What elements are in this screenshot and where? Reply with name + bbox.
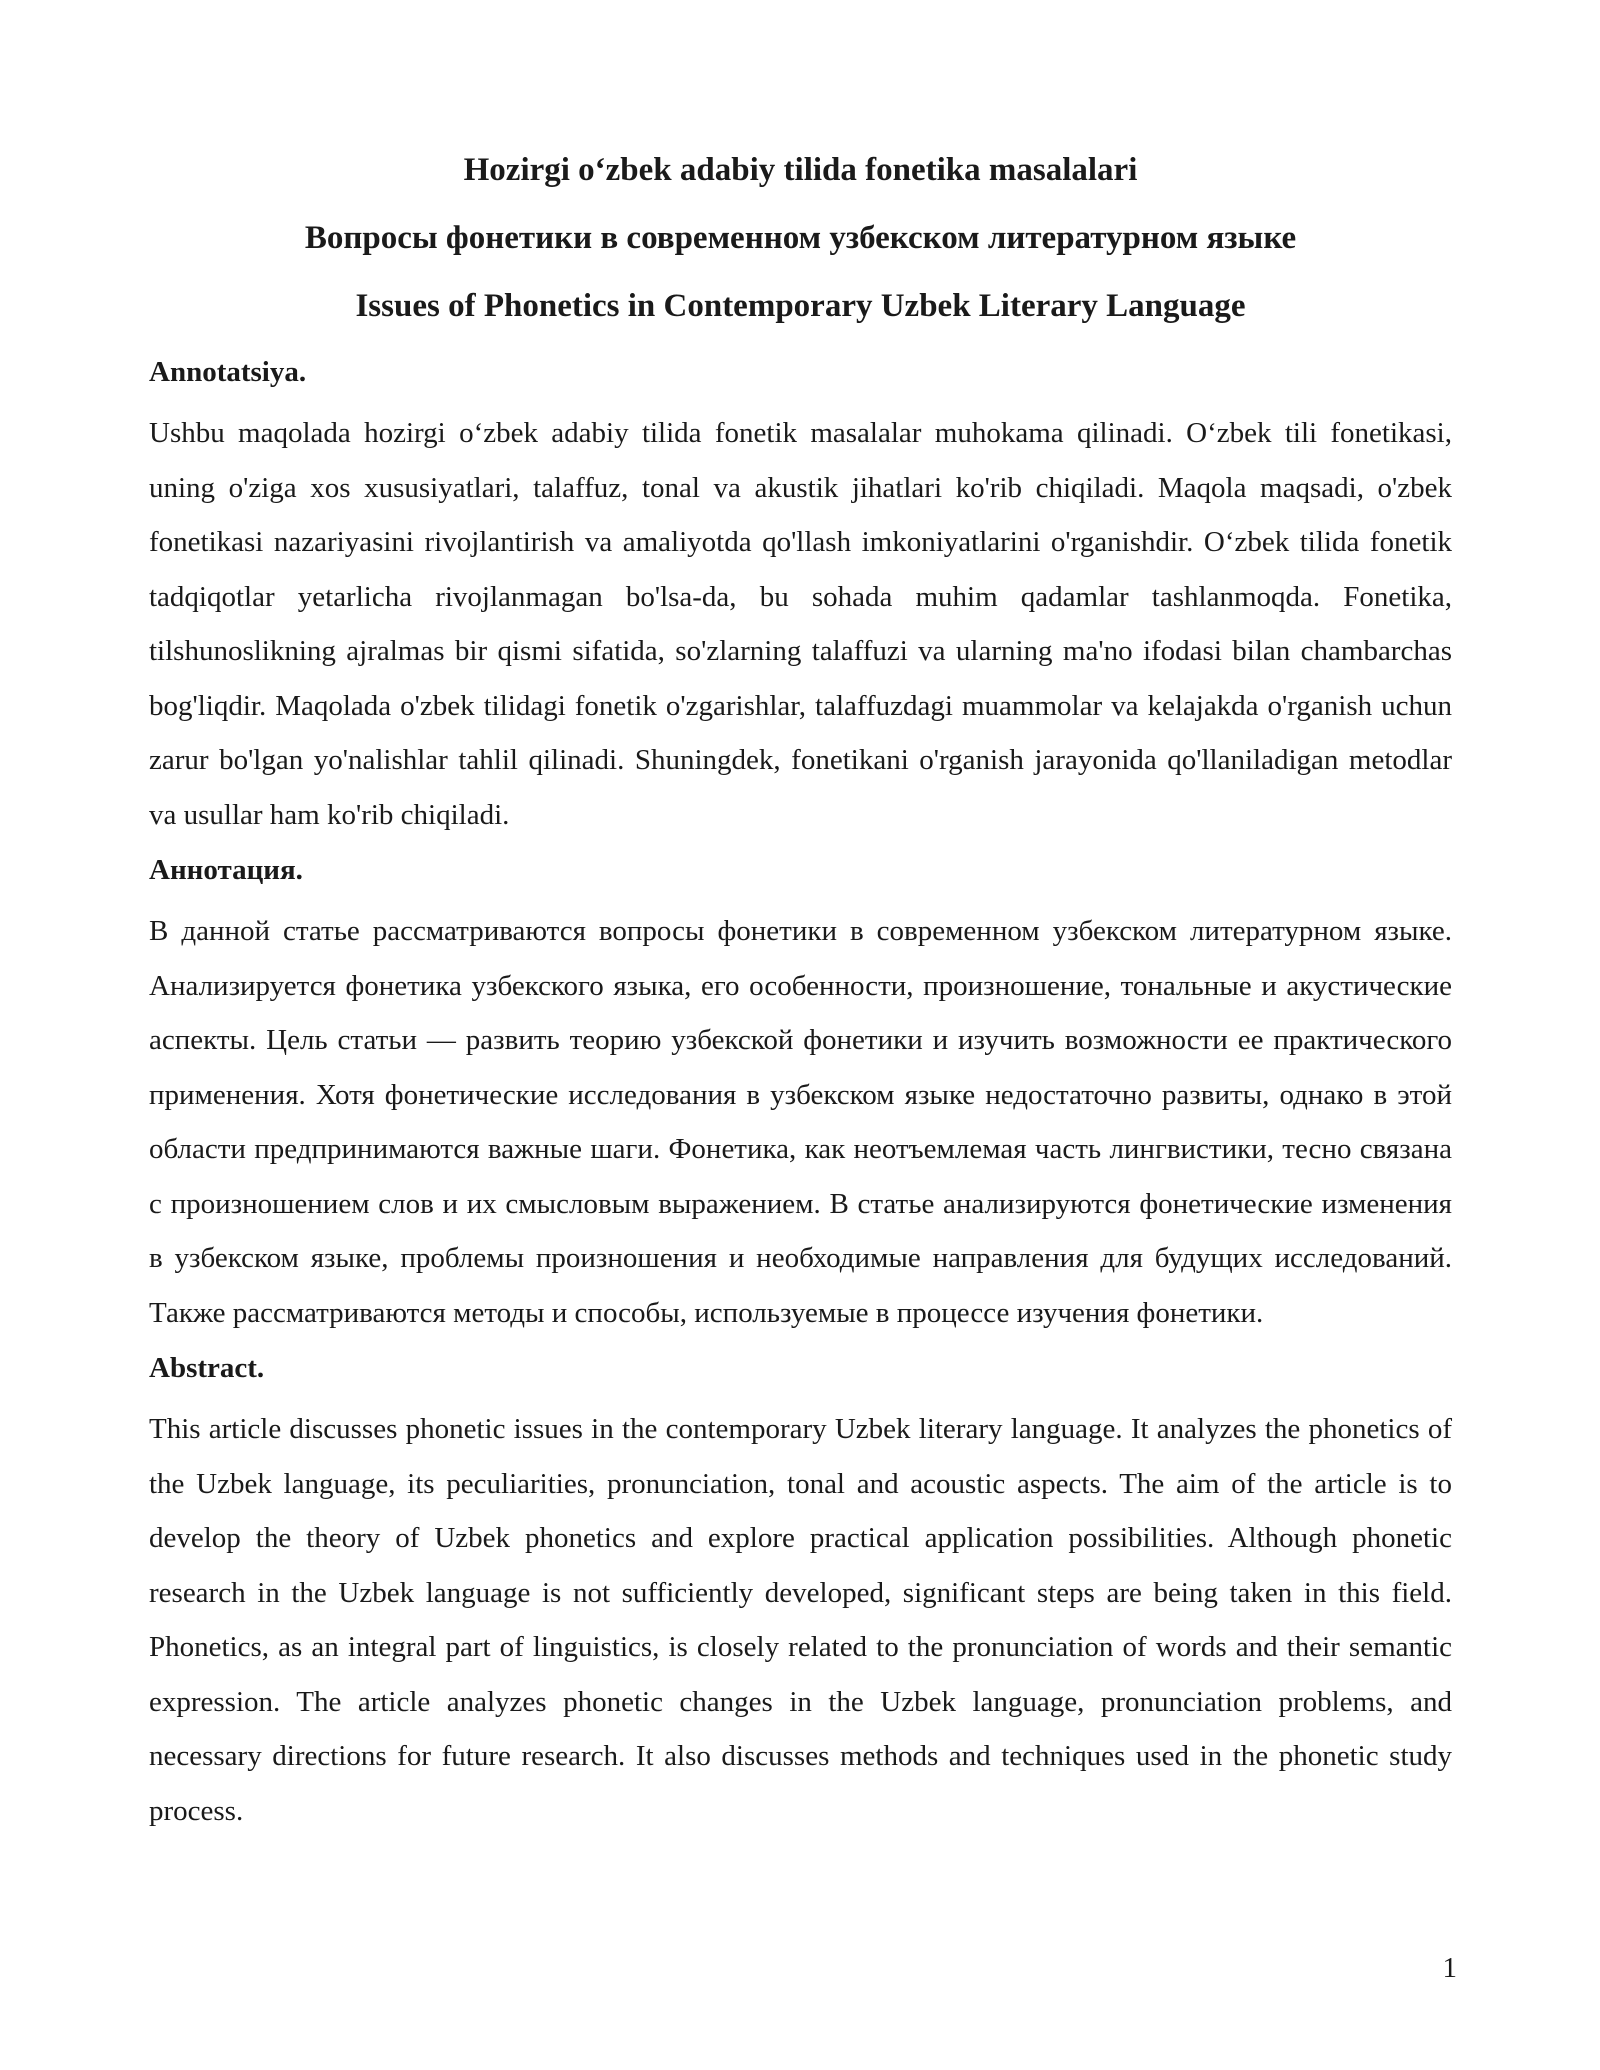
title-uzbek: Hozirgi o‘zbek adabiy tilida fonetika masalalari — [463, 152, 1138, 188]
abstract-russian-text: В данной статье рассматриваются вопросы фонетики в современном узбекском литературном языке. Анализируется фонетика узбекского языка, его особенности, произношение, тональные и акустические аспекты. Цель статьи — развить теорию узбекской фонетики и изучить возможности ее практического применения. Хотя фонетические исследования в узбекском языке недостаточно развиты, однако в этой области предпринимаются важные шаги. Фонетика, как неотъемлемая часть лингвистики, тесно связана с произношением слов и их смысловым выражением. В статье анализируются фонетические изменения в узбекском языке, проблемы произношения и необходимые направления для будущих исследований. Также рассматриваются методы и способы, используемые в процессе изучения фонетики. — [149, 915, 1452, 1329]
abstract-english-section — [149, 1348, 1452, 1838]
title-english: Issues of Phonetics in Contemporary Uzbek Literary Language — [355, 288, 1246, 324]
abstract-english-text: This article discusses phonetic issues in the contemporary Uzbek literary language. It analyzes the phonetics of the Uzbek language, its peculiarities, pronunciation, tonal and acoustic aspects. The aim of the article is to develop the theory of Uzbek phonetics and explore practical application possibilities. Although phonetic research in the Uzbek language is not sufficiently developed, significant steps are being taken in this field. Phonetics, as an integral part of linguistics, is closely related to the pronunciation of words and their semantic expression. The article analyzes phonetic changes in the Uzbek language, pronunciation problems, and necessary directions for future research. It also discusses methods and techniques used in the phonetic study process. — [149, 1413, 1452, 1827]
abstract-english-heading: Abstract. — [149, 1352, 265, 1384]
abstract-uzbek-section — [149, 352, 1452, 842]
page-number: 1 — [1442, 1952, 1457, 1984]
document-page — [149, 148, 1452, 1846]
abstract-uzbek-heading: Annotatsiya. — [149, 356, 307, 388]
title-russian: Вопросы фонетики в современном узбекском литературном языке — [304, 220, 1297, 256]
abstract-uzbek-text: Ushbu maqolada hozirgi o‘zbek adabiy tilida fonetik masalalar muhokama qilinadi. O‘zbek tili fonetikasi, uning o'ziga xos xususiyatlari, talaffuz, tonal va akustik jihatlari ko'rib chiqiladi. Maqola maqsadi, o'zbek fonetikasi nazariyasini rivojlantirish va amaliyotda qo'llash imkoniyatlarini o'rganishdir. O‘zbek tilida fonetik tadqiqotlar yetarlicha rivojlanmagan bo'lsa-da, bu sohada muhim qadamlar tashlanmoqda. Fonetika, tilshunoslikning ajralmas bir qismi sifatida, so'zlarning talaffuzi va ularning ma'no ifodasi bilan chambarchas bog'liqdir. Maqolada o'zbek tilidagi fonetik o'zgarishlar, talaffuzdagi muammolar va kelajakda o'rganish uchun zarur bo'lgan yo'nalishlar tahlil qilinadi. Shuningdek, fonetikani o'rganish jarayonida qo'llaniladigan metodlar va usullar ham ko'rib chiqiladi. — [149, 417, 1452, 831]
abstract-russian-heading: Аннотация. — [149, 854, 303, 886]
abstract-russian-section — [149, 850, 1452, 1340]
